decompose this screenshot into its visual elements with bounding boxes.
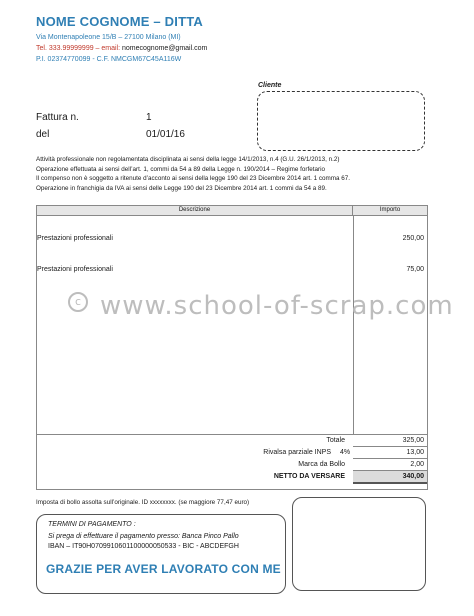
invoice-number: 1 xyxy=(146,112,152,123)
signature-box xyxy=(292,497,426,591)
legal-note: Il compenso non è soggetto a ritenute d’acconto ai sensi della legge 190 del 23 Dicembre 2014 art. 1 comma 67. xyxy=(36,175,350,183)
total-label: Totale xyxy=(326,437,345,444)
client-label: Cliente xyxy=(258,82,282,89)
table-row-description: Prestazioni professionali xyxy=(37,266,113,273)
invoice-date-label: del xyxy=(36,129,50,140)
payment-iban: IBAN – IT90H0709910601100000050533 - BIC - ABCDEFGH xyxy=(48,543,239,550)
legal-note: Operazione effettuata ai sensi dell’art. 1, commi da 54 a 89 della Legge n. 190/2014 – Regime forfetario xyxy=(36,165,326,173)
netto-label: NETTO DA VERSARE xyxy=(273,473,345,480)
inps-percent: 4% xyxy=(340,449,351,456)
payment-title: TERMINI DI PAGAMENTO : xyxy=(48,521,136,528)
netto-value: 340,00 xyxy=(353,471,427,482)
total-value: 325,00 xyxy=(402,437,424,444)
company-contact xyxy=(36,45,207,52)
bollo-note: Imposta di bollo assolta sull’originale. ID xxxxxxxx. (se maggiore 77,47 euro) xyxy=(36,499,250,506)
table-row-description: Prestazioni professionali xyxy=(37,235,113,242)
legal-notes xyxy=(36,155,436,193)
company-address: Via Montenapoleone 15/B – 27100 Milano (MI) xyxy=(36,34,181,41)
table-header xyxy=(37,206,427,216)
inps-label: Rivalsa parziale INPS xyxy=(263,449,331,456)
totals-double-rule xyxy=(353,482,427,484)
header-amount: Importo xyxy=(379,207,401,213)
items-table xyxy=(36,205,428,490)
legal-note: Attività professionale non regolamentata disciplinata ai sensi della legge 14/1/2013, n.4 (G.U. 26/1/2013, n.2) xyxy=(36,156,340,163)
inps-value: 13,00 xyxy=(406,449,424,456)
phone-line: Tel. 333.99999999 – email: xyxy=(36,45,123,52)
bollo-value: 2,00 xyxy=(410,461,424,468)
legal-note: Operazione in franchigia da IVA ai sensi delle Legge 190 del 23 Dicembre 2014 art. 1 commi da 54 a 89. xyxy=(36,184,327,192)
header-description: Descrizione xyxy=(37,206,353,215)
column-divider xyxy=(353,215,354,434)
payment-bank-line: Si prega di effettuare il pagamento presso: Banca Pinco Pallo xyxy=(48,533,239,540)
company-name: NOME COGNOME – DITTA xyxy=(36,14,203,29)
thank-you-message: GRAZIE PER AVER LAVORATO CON ME xyxy=(46,562,281,576)
invoice-number-label: Fattura n. xyxy=(36,112,79,123)
table-row-amount: 75,00 xyxy=(406,266,424,273)
copyright-icon: c xyxy=(68,292,88,312)
client-box xyxy=(257,91,425,151)
invoice-date: 01/01/16 xyxy=(146,129,185,140)
company-email: nomecognome@gmail.com xyxy=(122,45,208,52)
company-tax-ids: P.I. 02374770099 - C.F. NMCGM67C45A116W xyxy=(36,56,182,63)
bollo-label: Marca da Bollo xyxy=(298,461,345,468)
table-row-amount: 250,00 xyxy=(402,235,424,242)
watermark-text: www.school-of-scrap.com xyxy=(100,291,454,321)
